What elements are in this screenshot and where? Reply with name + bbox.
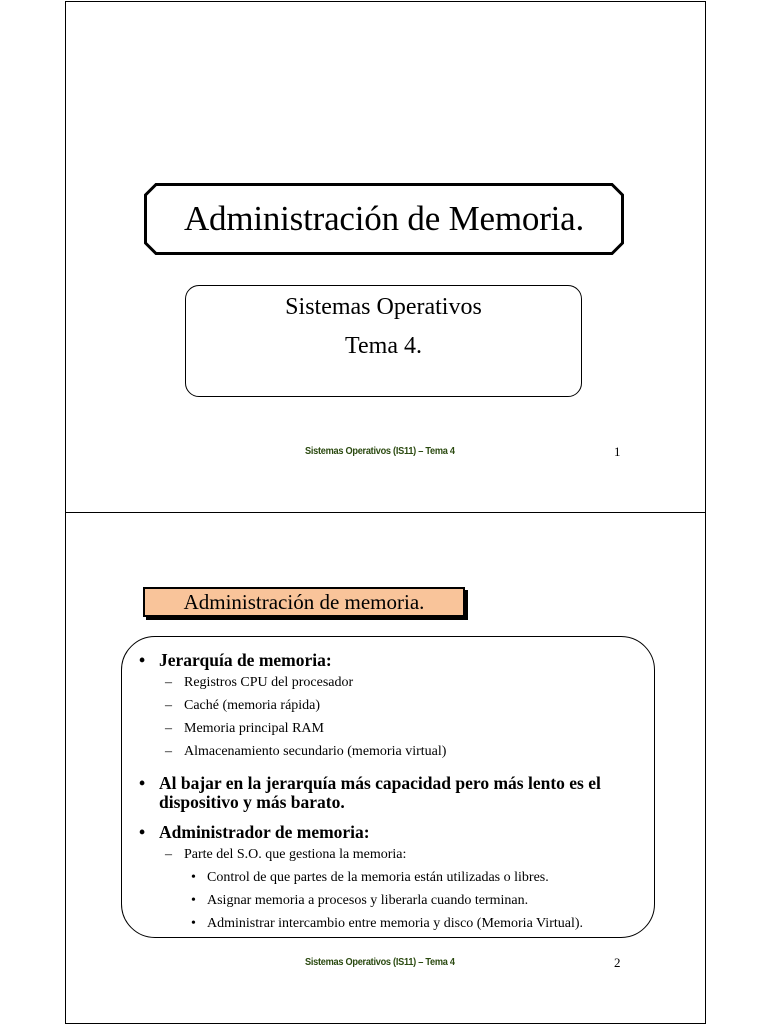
bullet-icon: • (191, 893, 196, 908)
content-box (121, 636, 655, 938)
dash-icon: – (165, 675, 172, 690)
slide-1 (65, 1, 706, 513)
sub-sub-item-text: Administrar intercambio entre memoria y disco (Memoria Virtual). (207, 916, 584, 931)
bullet-text: Jerarquía de memoria: (159, 650, 332, 670)
page-number: 1 (614, 444, 621, 459)
sub-item-text: Almacenamiento secundario (memoria virtual) (184, 744, 447, 759)
bullet-text: Al bajar en la jerarquía más capacidad pero más lento es el dispositivo y más barato. (159, 773, 601, 812)
slide-title: Administración de memoria. (143, 587, 465, 617)
sub-item-text: Caché (memoria rápida) (184, 698, 321, 713)
bullet-icon: • (191, 916, 196, 931)
bullet-icon: • (139, 773, 146, 793)
bullet-text: Administrador de memoria: (159, 822, 370, 842)
main-title: Administración de Memoria. (183, 199, 585, 238)
sub-sub-item-text: Control de que partes de la memoria están utilizadas o libres. (207, 870, 549, 885)
dash-icon: – (165, 744, 172, 759)
page-number: 2 (614, 955, 621, 970)
dash-icon: – (165, 721, 172, 736)
sub-item-text: Parte del S.O. que gestiona la memoria: (184, 847, 407, 862)
subtitle-course: Sistemas Operativos (285, 294, 482, 320)
dash-icon: – (165, 698, 172, 713)
bullet-icon: • (191, 870, 196, 885)
slide-footer: Sistemas Operativos (IS11) – Tema 4 (305, 446, 455, 457)
bullet-icon: • (139, 822, 146, 842)
dash-icon: – (165, 847, 172, 862)
sub-item-text: Registros CPU del procesador (184, 675, 354, 690)
sub-item-text: Memoria principal RAM (184, 721, 324, 736)
main-title-box (144, 183, 624, 255)
subtitle-box (185, 285, 582, 397)
subtitle-topic: Tema 4. (345, 333, 422, 359)
slide-2 (65, 512, 706, 1024)
bullet-icon: • (139, 650, 146, 670)
slide-footer: Sistemas Operativos (IS11) – Tema 4 (305, 957, 455, 968)
sub-sub-item-text: Asignar memoria a procesos y liberarla cuando terminan. (207, 893, 529, 908)
